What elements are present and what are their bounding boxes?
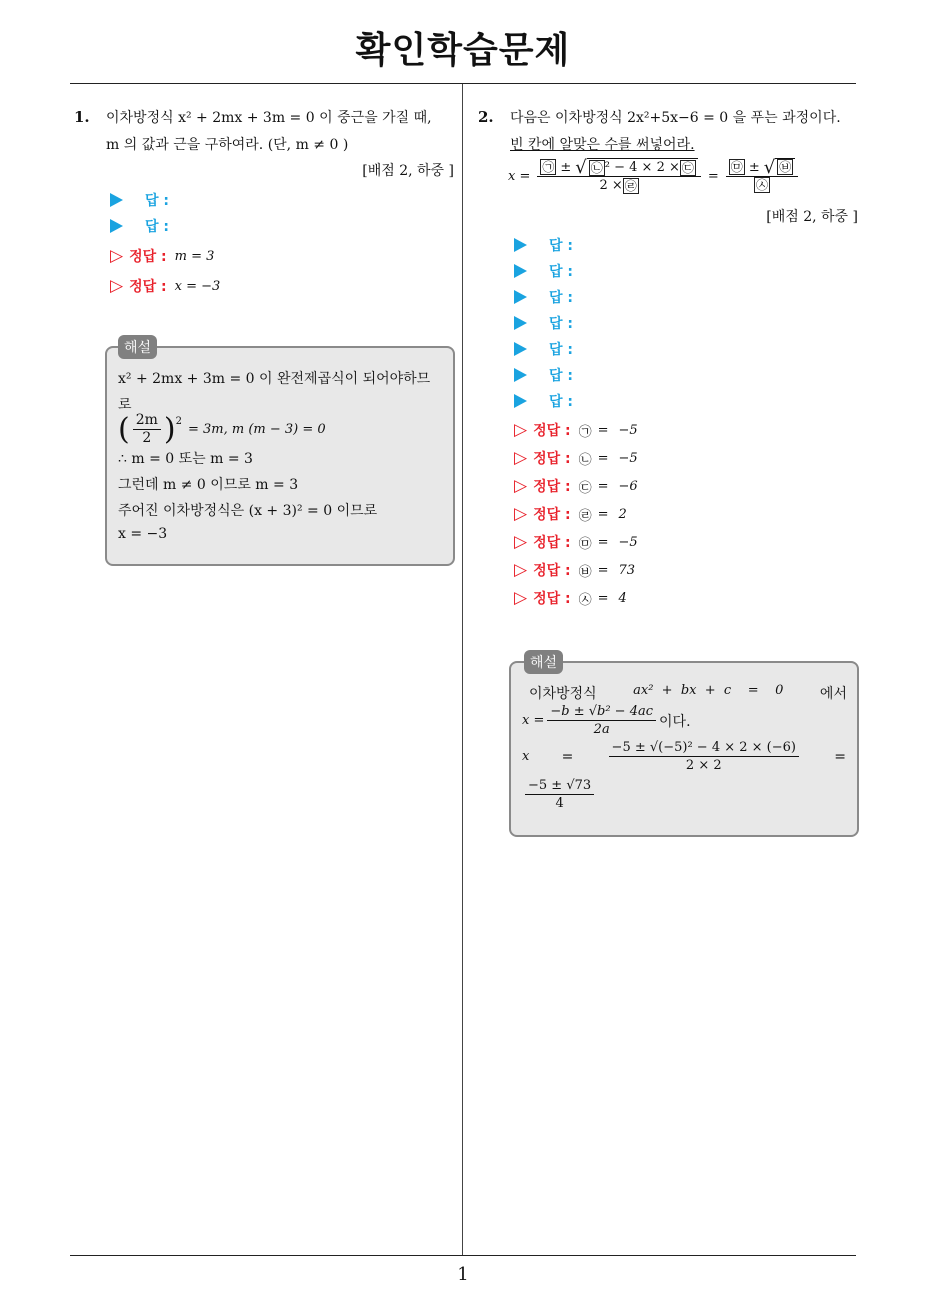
triangle-outline-icon: ▷: [110, 275, 124, 296]
exponent-icon: 2: [175, 416, 182, 427]
answer-row: 답 :: [514, 388, 638, 414]
page-title: 확인학습문제: [355, 30, 571, 71]
answer-row: 답 :: [514, 258, 638, 284]
sqrt-icon: √: [575, 156, 587, 178]
question-1-line2: m 의 값과 근을 구하여라. (단, m ≠ 0 ): [106, 137, 349, 153]
correct-answer-row: ▷ 정답 : ㉣ = 2: [514, 503, 627, 524]
solution-line: x² + 2mx + 3m = 0 이 완전제곱식이 되어야하므: [118, 371, 431, 387]
solution-tag: 해설: [524, 650, 563, 674]
answer-row: 답 :: [514, 310, 638, 336]
sqrt-icon: √: [763, 156, 776, 178]
correct-answer-row: ▷ 정답 : ㉤ = −5: [514, 531, 638, 552]
solution-line: 이차방정식 ax² + bx + c = 0 에서: [529, 683, 847, 702]
solution-line: ∴ m = 0 또는 m = 3: [118, 451, 253, 467]
play-icon: [110, 219, 123, 233]
header-rule: [70, 83, 856, 84]
triangle-outline-icon: ▷: [514, 475, 528, 496]
question-1-text: [106, 105, 456, 159]
solution-line: x = $\frac{\text{−b ± √b² − 4ac}}{2a}$ 이다.: [522, 704, 691, 737]
solution-tag: 해설: [118, 335, 157, 359]
correct-answer-row: [110, 243, 220, 269]
question-1-answers: [110, 187, 220, 299]
question-1-line1: 이차방정식 x² + 2mx + 3m = 0 이 중근을 가질 때,: [106, 110, 432, 126]
solution-box-1: [105, 346, 455, 566]
solution-line: 그런데 m ≠ 0 이므로 m = 3: [118, 477, 299, 493]
question-2-line1: 다음은 이차방정식 2x²+5x−6 = 0 을 푸는 과정이다.: [510, 110, 841, 126]
correct-answer-row: [110, 273, 220, 299]
solution-line: x = −3: [118, 526, 168, 542]
fraction: ㉠ ± √ ㉡ ² − 4 × 2 × ㉢ 2 × ㉣: [537, 158, 701, 194]
fraction: ㉤ ± √ ㉥ ㉦: [726, 158, 798, 194]
answer-row: [110, 187, 220, 213]
paren-close-icon: ): [163, 412, 176, 447]
paren-open-icon: (: [118, 412, 130, 447]
correct-label: 정답 :: [129, 279, 167, 295]
solution-line: ( $\frac{2m}{2}$ ) $^2$ = 3m, m (m − 3) = 0: [118, 412, 326, 447]
answer-row: 답 :: [514, 336, 638, 362]
fraction: $\frac{2m}{2}$: [133, 412, 161, 447]
triangle-outline-icon: ▷: [514, 503, 528, 524]
column-divider: [462, 84, 463, 1256]
question-2-answers: [514, 232, 638, 612]
play-icon: [514, 342, 527, 356]
play-icon: [514, 368, 527, 382]
correct-answer-row: ▷ 정답 : ㉦ = 4: [514, 587, 627, 608]
play-icon: [514, 316, 527, 330]
correct-label: 정답 :: [129, 249, 167, 265]
solution-line: $\frac{-5 \pm √73}{4}$: [522, 777, 597, 812]
solution-line: x = $\frac{\text{−5 ± √(−5)² − 4 × 2 × (−6)}}{2 \times 2}$ =: [522, 740, 846, 773]
solution-box-2: [509, 661, 859, 837]
correct-answer-row: ▷ 정답 : ㉠ = −5: [514, 419, 638, 440]
correct-answer-value: m = 3: [174, 248, 215, 264]
answer-label: 답 :: [145, 193, 169, 209]
solution-line: 로: [118, 397, 132, 413]
correct-answer-row: ▷ 정답 : ㉡ = −5: [514, 447, 638, 468]
correct-answer-value: x = −3: [174, 278, 221, 294]
formula-display: x = ㉠ ± √ ㉡ ² − 4 × 2 × ㉢ 2 × ㉣ = ㉤ ± √ ㉥ ㉦: [508, 158, 801, 194]
answer-row: 답 :: [514, 232, 638, 258]
question-2-score: [배점 2, 하중 ]: [766, 209, 858, 225]
answer-label: 답 :: [145, 219, 169, 235]
answer-row: 답 :: [514, 362, 638, 388]
triangle-outline-icon: ▷: [514, 447, 528, 468]
play-icon: [514, 264, 527, 278]
triangle-outline-icon: ▷: [514, 587, 528, 608]
solution-line: 주어진 이차방정식은 (x + 3)² = 0 이므로: [118, 503, 378, 519]
correct-answer-row: ▷ 정답 : ㉢ = −6: [514, 475, 638, 496]
play-icon: [514, 290, 527, 304]
triangle-outline-icon: ▷: [514, 559, 528, 580]
play-icon: [514, 394, 527, 408]
footer-rule: [70, 1255, 856, 1256]
question-1-number: 1.: [74, 108, 90, 126]
triangle-outline-icon: ▷: [514, 419, 528, 440]
correct-answer-row: ▷ 정답 : ㉥ = 73: [514, 559, 636, 580]
play-icon: [110, 193, 123, 207]
play-icon: [514, 238, 527, 252]
question-1-score: [배점 2, 하중 ]: [362, 163, 454, 179]
answer-row: 답 :: [514, 284, 638, 310]
triangle-outline-icon: ▷: [514, 531, 528, 552]
triangle-outline-icon: ▷: [110, 245, 124, 266]
answer-row: [110, 213, 220, 239]
page-number: 1: [457, 1264, 469, 1285]
question-2-number: 2.: [478, 108, 494, 126]
question-2-text: [510, 105, 860, 159]
question-2-line2: 빈 칸에 알맞은 수를 써넣어라.: [510, 137, 695, 153]
